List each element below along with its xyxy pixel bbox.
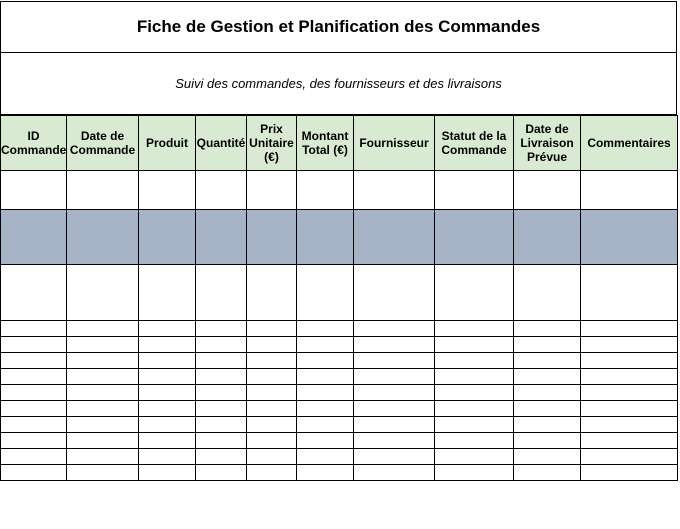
table-cell[interactable] — [297, 433, 354, 449]
table-cell[interactable] — [1, 465, 67, 481]
table-cell[interactable] — [435, 171, 514, 210]
col-header-unit-price: Prix Unitaire (€) — [247, 116, 297, 171]
table-cell[interactable] — [1, 433, 67, 449]
table-cell[interactable] — [139, 210, 196, 265]
table-cell[interactable] — [67, 210, 139, 265]
table-row — [1, 385, 678, 401]
table-row — [1, 337, 678, 353]
table-cell[interactable] — [67, 433, 139, 449]
table-cell[interactable] — [1, 449, 67, 465]
table-cell[interactable] — [435, 321, 514, 337]
table-cell[interactable] — [435, 265, 514, 321]
table-cell[interactable] — [435, 369, 514, 385]
table-cell[interactable] — [247, 210, 297, 265]
table-cell[interactable] — [581, 210, 678, 265]
col-header-product: Produit — [139, 116, 196, 171]
table-cell[interactable] — [354, 210, 435, 265]
table-cell[interactable] — [247, 321, 297, 337]
table-cell[interactable] — [435, 417, 514, 433]
table-cell[interactable] — [247, 401, 297, 417]
table-cell[interactable] — [514, 321, 581, 337]
table-cell[interactable] — [139, 449, 196, 465]
table-row — [1, 210, 678, 265]
table-cell[interactable] — [67, 353, 139, 369]
table-cell[interactable] — [354, 353, 435, 369]
table-cell[interactable] — [354, 265, 435, 321]
table-cell[interactable] — [354, 401, 435, 417]
table-cell[interactable] — [514, 210, 581, 265]
table-cell[interactable] — [67, 369, 139, 385]
table-cell[interactable] — [247, 353, 297, 369]
table-cell[interactable] — [247, 265, 297, 321]
table-cell[interactable] — [354, 385, 435, 401]
col-header-supplier: Fournisseur — [354, 116, 435, 171]
table-cell[interactable] — [581, 337, 678, 353]
document-subtitle: Suivi des commandes, des fournisseurs et des livraisons — [0, 53, 677, 115]
table-cell[interactable] — [581, 417, 678, 433]
table-cell[interactable] — [139, 465, 196, 481]
table-cell[interactable] — [1, 265, 67, 321]
table-cell[interactable] — [514, 337, 581, 353]
table-cell[interactable] — [514, 465, 581, 481]
table-cell[interactable] — [581, 321, 678, 337]
table-cell[interactable] — [196, 401, 247, 417]
table-cell[interactable] — [196, 171, 247, 210]
table-cell[interactable] — [435, 337, 514, 353]
orders-table — [0, 115, 678, 481]
table-cell[interactable] — [514, 385, 581, 401]
table-cell[interactable] — [247, 449, 297, 465]
table-cell[interactable] — [514, 433, 581, 449]
table-cell[interactable] — [297, 210, 354, 265]
table-cell[interactable] — [1, 417, 67, 433]
table-cell[interactable] — [247, 171, 297, 210]
table-cell[interactable] — [297, 337, 354, 353]
table-row — [1, 433, 678, 449]
table-cell[interactable] — [581, 465, 678, 481]
table-row — [1, 353, 678, 369]
col-header-id: ID Commande — [1, 116, 67, 171]
col-header-status: Statut de la Commande — [435, 116, 514, 171]
table-row — [1, 369, 678, 385]
col-header-quantity: Quantité — [196, 116, 247, 171]
table-cell[interactable] — [297, 353, 354, 369]
table-cell[interactable] — [581, 385, 678, 401]
table-cell[interactable] — [297, 369, 354, 385]
table-cell[interactable] — [354, 465, 435, 481]
table-cell[interactable] — [354, 417, 435, 433]
table-cell[interactable] — [297, 265, 354, 321]
table-cell[interactable] — [435, 465, 514, 481]
table-cell[interactable] — [297, 171, 354, 210]
table-cell[interactable] — [247, 337, 297, 353]
table-cell[interactable] — [1, 401, 67, 417]
table-cell[interactable] — [247, 385, 297, 401]
table-cell[interactable] — [1, 171, 67, 210]
table-cell[interactable] — [1, 321, 67, 337]
table-cell[interactable] — [139, 321, 196, 337]
table-cell[interactable] — [581, 171, 678, 210]
table-cell[interactable] — [581, 265, 678, 321]
table-cell[interactable] — [196, 417, 247, 433]
table-cell[interactable] — [67, 337, 139, 353]
table-cell[interactable] — [297, 449, 354, 465]
table-cell[interactable] — [247, 433, 297, 449]
table-cell[interactable] — [297, 321, 354, 337]
table-cell[interactable] — [196, 465, 247, 481]
table-cell[interactable] — [435, 433, 514, 449]
table-cell[interactable] — [139, 417, 196, 433]
document-title: Fiche de Gestion et Planification des Commandes — [0, 1, 677, 53]
table-cell[interactable] — [67, 449, 139, 465]
table-cell[interactable] — [514, 369, 581, 385]
table-cell[interactable] — [139, 337, 196, 353]
table-cell[interactable] — [196, 337, 247, 353]
table-cell[interactable] — [1, 369, 67, 385]
table-cell[interactable] — [139, 353, 196, 369]
table-cell[interactable] — [196, 449, 247, 465]
table-cell[interactable] — [139, 433, 196, 449]
table-cell[interactable] — [514, 449, 581, 465]
table-cell[interactable] — [67, 417, 139, 433]
order-sheet — [0, 1, 677, 481]
table-cell[interactable] — [1, 337, 67, 353]
table-cell[interactable] — [514, 353, 581, 369]
table-cell[interactable] — [196, 210, 247, 265]
table-cell[interactable] — [297, 417, 354, 433]
table-cell[interactable] — [297, 385, 354, 401]
table-cell[interactable] — [139, 265, 196, 321]
table-cell[interactable] — [581, 401, 678, 417]
table-cell[interactable] — [1, 210, 67, 265]
table-cell[interactable] — [139, 369, 196, 385]
table-cell[interactable] — [67, 465, 139, 481]
table-cell[interactable] — [581, 433, 678, 449]
table-cell[interactable] — [581, 369, 678, 385]
table-cell[interactable] — [247, 417, 297, 433]
table-cell[interactable] — [514, 401, 581, 417]
table-cell[interactable] — [67, 171, 139, 210]
table-cell[interactable] — [67, 321, 139, 337]
header-row — [1, 116, 678, 171]
table-cell[interactable] — [247, 369, 297, 385]
table-cell[interactable] — [354, 321, 435, 337]
table-cell[interactable] — [581, 353, 678, 369]
table-cell[interactable] — [514, 171, 581, 210]
table-cell[interactable] — [1, 385, 67, 401]
table-cell[interactable] — [247, 465, 297, 481]
table-cell[interactable] — [67, 385, 139, 401]
table-row — [1, 465, 678, 481]
table-cell[interactable] — [196, 369, 247, 385]
table-cell[interactable] — [196, 433, 247, 449]
table-cell[interactable] — [139, 171, 196, 210]
table-cell[interactable] — [514, 265, 581, 321]
col-header-comments: Commentaires — [581, 116, 678, 171]
table-cell[interactable] — [196, 265, 247, 321]
table-row — [1, 417, 678, 433]
col-header-total: Montant Total (€) — [297, 116, 354, 171]
table-cell[interactable] — [139, 385, 196, 401]
table-row — [1, 265, 678, 321]
table-row — [1, 401, 678, 417]
table-cell[interactable] — [354, 449, 435, 465]
table-cell[interactable] — [354, 337, 435, 353]
table-cell[interactable] — [435, 385, 514, 401]
table-row — [1, 449, 678, 465]
table-cell[interactable] — [435, 449, 514, 465]
table-cell[interactable] — [354, 171, 435, 210]
table-cell[interactable] — [1, 353, 67, 369]
table-cell[interactable] — [67, 265, 139, 321]
table-cell[interactable] — [435, 210, 514, 265]
table-cell[interactable] — [514, 417, 581, 433]
table-cell[interactable] — [139, 401, 196, 417]
table-cell[interactable] — [581, 449, 678, 465]
table-cell[interactable] — [196, 385, 247, 401]
table-body — [1, 171, 678, 481]
table-cell[interactable] — [435, 353, 514, 369]
table-cell[interactable] — [196, 353, 247, 369]
table-cell[interactable] — [354, 433, 435, 449]
table-cell[interactable] — [67, 401, 139, 417]
table-cell[interactable] — [297, 401, 354, 417]
table-row — [1, 321, 678, 337]
col-header-delivery-date: Date de Livraison Prévue — [514, 116, 581, 171]
table-cell[interactable] — [354, 369, 435, 385]
col-header-order-date: Date de Commande — [67, 116, 139, 171]
table-cell[interactable] — [196, 321, 247, 337]
table-row — [1, 171, 678, 210]
table-cell[interactable] — [297, 465, 354, 481]
table-cell[interactable] — [435, 401, 514, 417]
